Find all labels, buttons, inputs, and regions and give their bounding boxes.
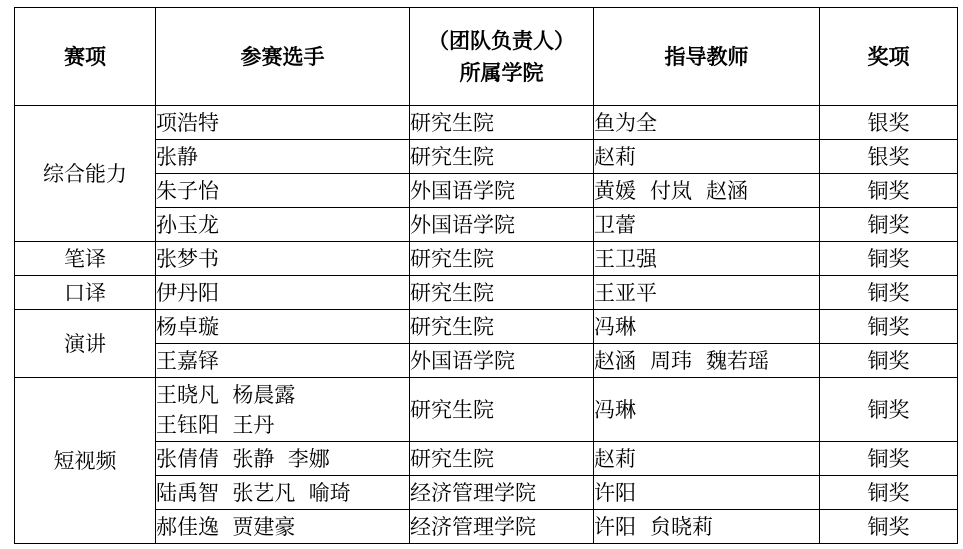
college-cell: 研究生院 <box>410 276 594 310</box>
teacher-cell <box>594 242 820 276</box>
player-names: 伊丹阳 <box>156 280 219 305</box>
players-cell <box>156 476 410 510</box>
teacher-name: 卫蕾 <box>594 212 636 237</box>
college-cell: 外国语学院 <box>410 344 594 378</box>
players-cell <box>156 208 410 242</box>
award-cell: 铜奖 <box>820 442 958 476</box>
players-cell <box>156 510 410 544</box>
teacher-name: 魏若瑶 <box>706 348 769 373</box>
teacher-name: 鱼为全 <box>594 110 657 135</box>
players-cell <box>156 242 410 276</box>
award-cell: 铜奖 <box>820 174 958 208</box>
award-cell: 银奖 <box>820 106 958 140</box>
players-cell <box>156 378 410 442</box>
teacher-name: 许阳 <box>594 514 636 539</box>
player-names: 张静 <box>156 144 198 169</box>
award-cell: 银奖 <box>820 140 958 174</box>
teacher-cell <box>594 510 820 544</box>
teacher-name: 王亚平 <box>594 280 657 305</box>
player-names: 王嘉铎 <box>156 348 219 373</box>
teacher-name: 冯琳 <box>594 314 636 339</box>
event-cell: 口译 <box>15 276 156 310</box>
teacher-cell <box>594 276 820 310</box>
teacher-name: 许阳 <box>594 480 636 505</box>
event-cell: 笔译 <box>15 242 156 276</box>
header-row <box>15 8 958 106</box>
header-event: 赛项 <box>15 8 156 106</box>
header-college <box>410 8 594 106</box>
teacher-name: 赵莉 <box>594 446 636 471</box>
header-college-line1: （团队负责人） <box>428 28 575 53</box>
player-names: 朱子怡 <box>156 178 219 203</box>
college-cell: 研究生院 <box>410 378 594 442</box>
college-cell: 经济管理学院 <box>410 510 594 544</box>
college-cell: 经济管理学院 <box>410 476 594 510</box>
teacher-cell <box>594 140 820 174</box>
award-cell: 铜奖 <box>820 378 958 442</box>
teacher-cell <box>594 174 820 208</box>
players-cell <box>156 174 410 208</box>
player-names: 项浩特 <box>156 110 219 135</box>
player-names: 张梦书 <box>156 246 219 271</box>
player-names: 王钰阳 王丹 <box>156 412 275 437</box>
awards-table-body <box>15 8 958 544</box>
player-names: 孙玉龙 <box>156 212 219 237</box>
table-row <box>15 442 958 476</box>
player-names: 郝佳逸 贾建豪 <box>156 514 296 539</box>
table-row <box>15 174 958 208</box>
table-row <box>15 208 958 242</box>
college-cell: 研究生院 <box>410 242 594 276</box>
teacher-cell <box>594 476 820 510</box>
college-cell: 研究生院 <box>410 442 594 476</box>
teacher-name: 王卫强 <box>594 246 657 271</box>
award-cell: 铜奖 <box>820 476 958 510</box>
college-cell: 研究生院 <box>410 140 594 174</box>
event-cell: 短视频 <box>15 378 156 544</box>
table-row <box>15 276 958 310</box>
teacher-cell <box>594 208 820 242</box>
table-row <box>15 476 958 510</box>
teacher-name: 周玮 <box>650 348 692 373</box>
table-row <box>15 378 958 442</box>
header-players: 参赛选手 <box>156 8 410 106</box>
table-row <box>15 242 958 276</box>
college-cell: 外国语学院 <box>410 208 594 242</box>
players-cell <box>156 344 410 378</box>
players-cell <box>156 106 410 140</box>
awards-table <box>14 7 958 544</box>
college-cell: 外国语学院 <box>410 174 594 208</box>
teacher-name: 赵涵 <box>594 348 636 373</box>
teacher-cell <box>594 344 820 378</box>
table-row <box>15 140 958 174</box>
table-row <box>15 510 958 544</box>
award-cell: 铜奖 <box>820 276 958 310</box>
teacher-name: 赵莉 <box>594 144 636 169</box>
award-cell: 铜奖 <box>820 344 958 378</box>
teacher-name: 赵涵 <box>706 178 748 203</box>
teacher-name: 贠晓莉 <box>650 514 713 539</box>
player-names: 王晓凡 杨晨露 <box>156 382 296 407</box>
teacher-name: 付岚 <box>650 178 692 203</box>
players-cell <box>156 140 410 174</box>
table-row <box>15 106 958 140</box>
players-cell <box>156 310 410 344</box>
teacher-name: 冯琳 <box>594 397 636 422</box>
college-cell: 研究生院 <box>410 106 594 140</box>
header-college-line2: 所属学院 <box>459 60 544 85</box>
award-cell: 铜奖 <box>820 310 958 344</box>
event-cell: 综合能力 <box>15 106 156 242</box>
player-names: 杨卓璇 <box>156 314 219 339</box>
event-cell: 演讲 <box>15 310 156 378</box>
award-cell: 铜奖 <box>820 510 958 544</box>
table-row <box>15 310 958 344</box>
header-award: 奖项 <box>820 8 958 106</box>
college-cell: 研究生院 <box>410 310 594 344</box>
players-cell <box>156 442 410 476</box>
award-cell: 铜奖 <box>820 242 958 276</box>
teacher-cell <box>594 442 820 476</box>
teacher-cell <box>594 106 820 140</box>
award-cell: 铜奖 <box>820 208 958 242</box>
table-row <box>15 344 958 378</box>
teacher-name: 黄媛 <box>594 178 636 203</box>
teacher-cell <box>594 378 820 442</box>
player-names: 陆禹智 张艺凡 喻琦 <box>156 480 351 505</box>
player-names: 张倩倩 张静 李娜 <box>156 446 330 471</box>
header-teacher: 指导教师 <box>594 8 820 106</box>
players-cell <box>156 276 410 310</box>
teacher-cell <box>594 310 820 344</box>
